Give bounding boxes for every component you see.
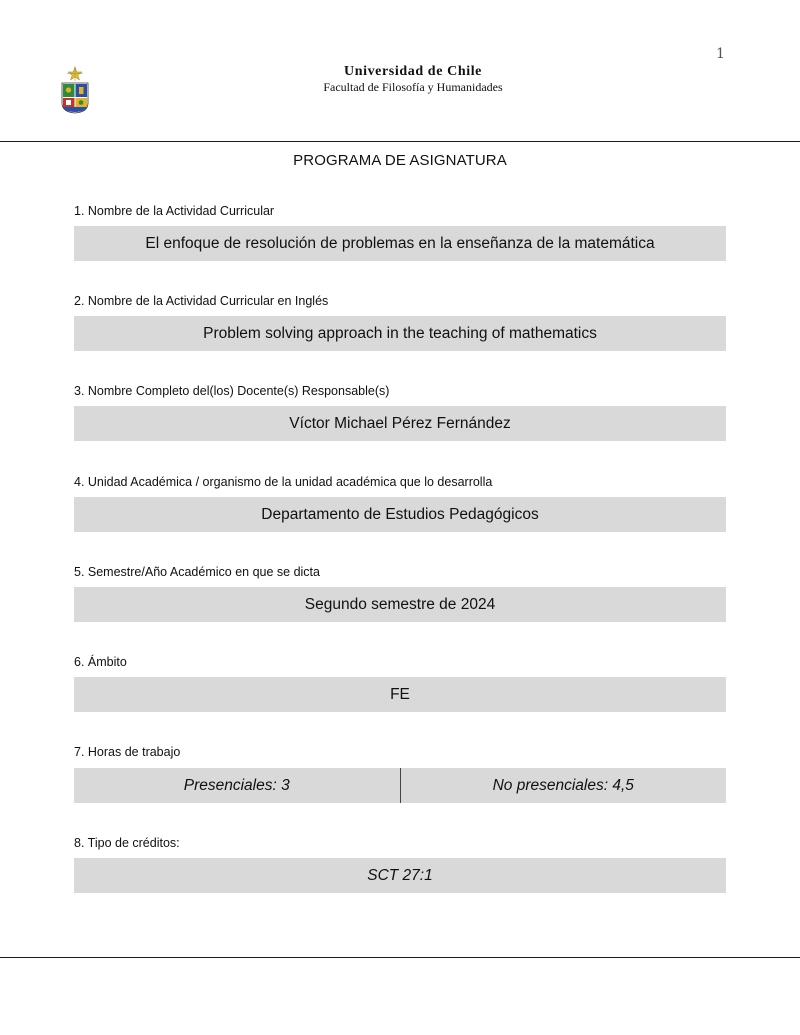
field-label-scope: 6. Ámbito [74,655,127,669]
field-value-course-name-english: Problem solving approach in the teaching of mathematics [74,316,726,351]
field-value-scope: FE [74,677,726,712]
field-value-course-name: El enfoque de resolución de problemas en la enseñanza de la matemática [74,226,726,261]
remote-hours: No presenciales: 4,5 [492,776,634,794]
footer-divider [0,957,800,958]
faculty-name: Facultad de Filosofía y Humanidades [323,80,503,94]
field-value-semester: Segundo semestre de 2024 [74,587,726,622]
field-value-work-hours [74,768,726,803]
field-label-semester: 5. Semestre/Año Académico en que se dicta [74,565,320,579]
document-title: PROGRAMA DE ASIGNATURA [293,152,507,169]
field-label-course-name: 1. Nombre de la Actividad Curricular [74,204,275,218]
page-number: 1 [716,46,725,62]
field-label-instructor: 3. Nombre Completo del(los) Docente(s) Responsable(s) [74,384,390,398]
field-label-course-name-english: 2. Nombre de la Actividad Curricular en Inglés [74,294,329,308]
university-crest-logo [59,66,91,114]
field-label-academic-unit: 4. Unidad Académica / organismo de la unidad académica que lo desarrolla [74,475,493,489]
university-name: Universidad de Chile [343,64,482,79]
field-label-credit-type: 8. Tipo de créditos: [74,836,180,850]
field-value-instructor: Víctor Michael Pérez Fernández [74,406,726,441]
star-icon [67,66,83,81]
letterhead [200,63,626,95]
field-value-academic-unit: Departamento de Estudios Pedagógicos [74,497,726,532]
header-divider [0,141,800,142]
field-value-credit-type: SCT 27:1 [74,858,726,893]
in-person-hours: Presenciales: 3 [183,776,290,794]
field-label-work-hours: 7. Horas de trabajo [74,745,181,759]
shield-icon [62,83,88,113]
